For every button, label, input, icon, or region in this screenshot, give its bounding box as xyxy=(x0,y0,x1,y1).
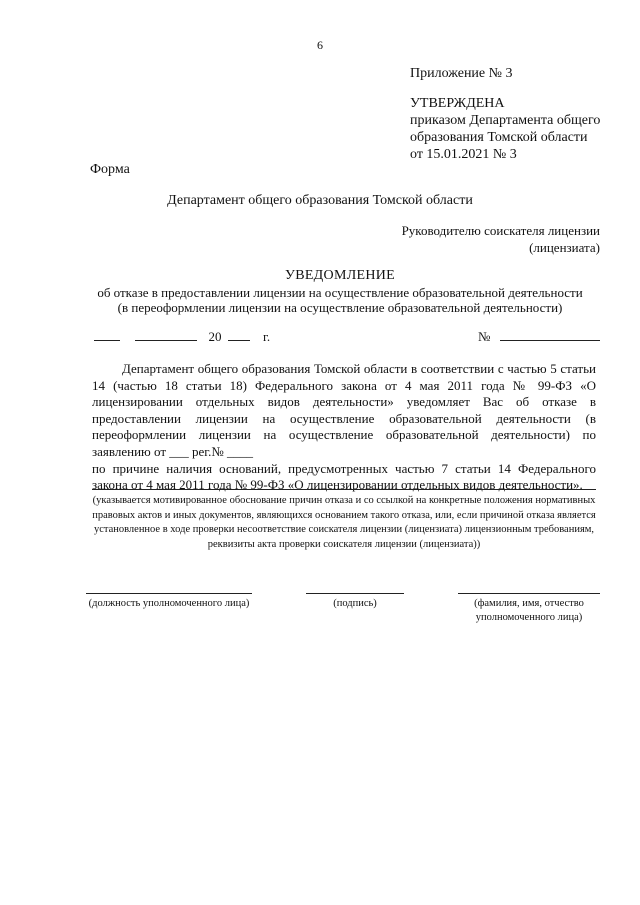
month-blank[interactable] xyxy=(135,328,197,341)
approval-line: образования Томской области xyxy=(410,130,588,145)
appendix-label: Приложение № 3 xyxy=(410,66,513,81)
form-label: Форма xyxy=(90,162,130,177)
date-row xyxy=(94,328,270,345)
department-name: Департамент общего образования Томской области xyxy=(167,193,473,208)
reason-line[interactable] xyxy=(92,489,596,490)
approval-line: приказом Департамента общего xyxy=(410,113,601,128)
number-label: № xyxy=(478,329,491,344)
approval-heading: УТВЕРЖДЕНА xyxy=(410,96,505,111)
subtitle-line: (в переоформлении лицензии на осуществление образовательной деятельности) xyxy=(117,300,563,315)
year-prefix: 20 xyxy=(208,329,222,344)
page-number: 6 xyxy=(317,38,323,52)
year-suffix: г. xyxy=(263,329,271,344)
recipient-line: (лицензиата) xyxy=(529,240,600,255)
recipient-line: Руководителю соискателя лицензии xyxy=(401,223,600,238)
document-title: УВЕДОМЛЕНИЕ xyxy=(284,268,396,283)
subtitle-line: об отказе в предоставлении лицензии на осуществление образовательной деятельности xyxy=(97,285,583,300)
notice-continuation: по причине наличия оснований, предусмотренных частью 7 статьи 14 Федерального закона от 4 мая 2011 года № 99-ФЗ «О лицензировании отдельных видов деятельности». xyxy=(92,460,596,493)
reason-note: (указывается мотивированное обоснование причин отказа и со ссылкой на конкретные положения нормативных правовых актов и иных документов, являющихся основанием такого отказа, или, если причиной отказа является установленное в ходе проверки несоответствие соискателя лицензии (лицензиата) лицензионным требованиям, реквизиты акта проверки соискателя лицензии (лицензиата)) xyxy=(92,495,596,550)
notice-paragraph: Департамент общего образования Томской области в соответствии с частью 5 статьи 14 (частью 18 статьи 18) Федерального закона от 4 мая 2011 года № 99-ФЗ «О лицензировании отдельных видов деятельности» уведомляет Вас об отказе в предоставлении лицензии на осуществление образовательной деятельности (в переоформлении лицензии на осуществление образовательной деятельности) по заявлению от ___ рег.№ ____ xyxy=(92,361,596,459)
position-line[interactable] xyxy=(86,593,252,594)
day-blank[interactable] xyxy=(94,328,120,341)
position-caption: (должность уполномоченного лица) xyxy=(88,598,250,609)
name-line[interactable] xyxy=(458,593,600,594)
year-blank[interactable] xyxy=(228,328,250,341)
approval-block xyxy=(410,95,600,163)
number-blank[interactable] xyxy=(500,328,600,341)
notice-body xyxy=(92,361,596,494)
document-subtitle xyxy=(0,285,640,315)
recipient-block xyxy=(402,222,600,256)
number-row xyxy=(478,328,600,345)
approval-line: от 15.01.2021 № 3 xyxy=(410,147,517,162)
name-caption: (фамилия, имя, отчество уполномоченного лица) xyxy=(474,598,584,623)
signature-caption: (подпись) xyxy=(333,598,377,609)
signature-line[interactable] xyxy=(306,593,404,594)
